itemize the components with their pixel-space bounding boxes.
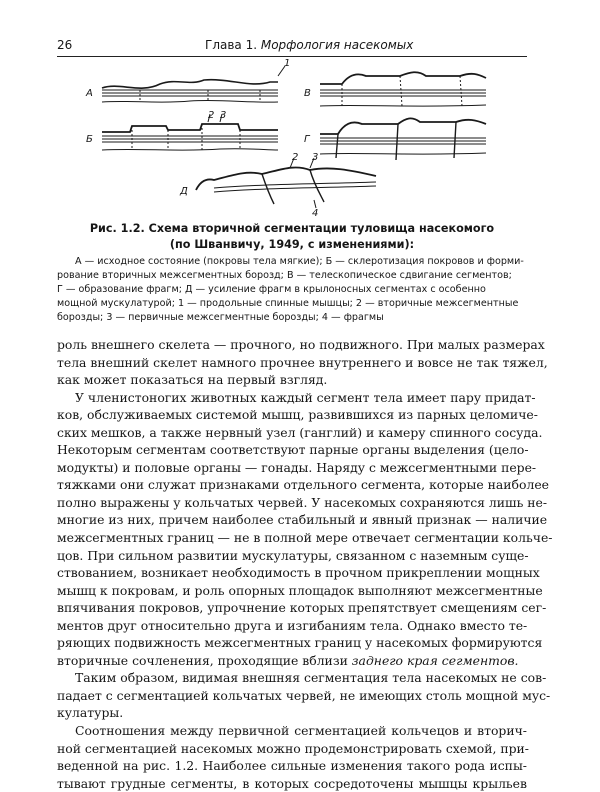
body-text bbox=[57, 336, 553, 792]
text-line: ряющих подвижность межсегментных границ у насекомых формируются bbox=[57, 635, 543, 651]
figure-panel-g bbox=[320, 118, 486, 160]
label-a: А bbox=[86, 88, 93, 99]
text-line: полно выражены у кольчатых червей. У насекомых сохраняются лишь не- bbox=[57, 494, 548, 510]
text-line: как может показаться на первый взгляд. bbox=[57, 372, 328, 388]
figure-panel-b bbox=[102, 114, 278, 150]
legend-line: борозды; 3 — первичные межсегментные борозды; 4 — фрагмы bbox=[57, 312, 384, 323]
legend-line: А — исходное состояние (покровы тела мягкие); Б — склеротизация покровов и форми- bbox=[75, 256, 524, 267]
figure-panel-a bbox=[102, 66, 285, 102]
text-line: тывают грудные сегменты, в которых сосредоточены мышцы крыльев bbox=[57, 775, 527, 791]
legend-line: мощной мускулатурой; 1 — продольные спинные мышцы; 2 — вторичные межсегментные bbox=[57, 298, 519, 309]
running-header bbox=[57, 38, 527, 56]
text-line: модукты) и половые органы — гонады. Наряду с межсегментными пере- bbox=[57, 459, 537, 475]
page-number: 26 bbox=[57, 38, 73, 52]
text-segment: вторичные сочленения, проходящие вблизи bbox=[57, 652, 348, 668]
text-line: ментов друг относительно друга и изгибаниям тела. Однако вместо те- bbox=[57, 617, 528, 633]
label-2-d: 2 bbox=[292, 152, 299, 163]
label-2-b: 2 bbox=[208, 110, 215, 121]
header-rule bbox=[57, 56, 527, 57]
text-line bbox=[57, 652, 527, 670]
text-line: впячивания покровов, упрочнение которых препятствует смещениям сег- bbox=[57, 600, 547, 616]
caption-line: (по Шванвичу, 1949, с изменениями): bbox=[169, 238, 415, 251]
label-1: 1 bbox=[284, 58, 291, 69]
chapter-title: Морфология насекомых bbox=[260, 38, 414, 52]
label-v: В bbox=[304, 88, 311, 99]
text-line: мышц к покровам, и роль опорных площадок выполняют межсегментные bbox=[57, 582, 543, 598]
text-line: Таким образом, видимая внешняя сегментация тела насекомых не сов- bbox=[75, 670, 547, 686]
text-line: ной сегментацией насекомых можно продемонстрировать схемой, при- bbox=[57, 740, 529, 756]
label-b: Б bbox=[86, 134, 93, 145]
figure-panel-d bbox=[196, 158, 376, 208]
segmentation-figure bbox=[80, 58, 500, 218]
figure-panel-v bbox=[320, 72, 486, 106]
text-line: тела внешний скелет намного прочнее внутреннего и вовсе не так тяжел, bbox=[57, 354, 548, 370]
emphasis-text: заднего края сегментов. bbox=[351, 652, 519, 668]
text-line: тяжками они служат признаками отдельного сегмента, которые наиболее bbox=[57, 477, 550, 493]
text-line: многие из них, причем наиболее стабильный и явный признак — наличие bbox=[57, 512, 548, 528]
chapter-number: Глава 1. bbox=[205, 38, 258, 52]
text-line: Некоторым сегментам соответствуют парные органы выделения (цело- bbox=[57, 442, 529, 458]
text-line: ствованием, возникает необходимость в прочном прикреплении мощных bbox=[57, 565, 540, 581]
text-line: роль внешнего скелета — прочного, но подвижного. При малых размерах bbox=[57, 337, 545, 352]
text-line: межсегментных границ — не в полной мере отвечает сегментации кольче- bbox=[57, 530, 553, 546]
label-4: 4 bbox=[312, 208, 319, 218]
text-line: кулатуры. bbox=[57, 705, 124, 721]
chapter-heading bbox=[205, 38, 413, 52]
text-line: веденной на рис. 1.2. Наиболее сильные изменения такого рода испы- bbox=[57, 758, 527, 774]
legend-line: Г — образование фрагм; Д — усиление фрагм в крылоносных сегментах с особенно bbox=[57, 284, 486, 295]
text-line: ских мешков, а также нервный узел (ганглий) и камеру спинного сосуда. bbox=[57, 424, 543, 440]
caption-line: Рис. 1.2. Схема вторичной сегментации туловища насекомого bbox=[89, 222, 495, 235]
legend-line: рование вторичных межсегментных борозд; В — телескопическое сдвигание сегментов; bbox=[57, 270, 512, 281]
text-line: цов. При сильном развитии мускулатуры, связанном с наземным суще- bbox=[57, 547, 529, 563]
label-3-b: 3 bbox=[220, 110, 227, 121]
text-line: У членистоногих животных каждый сегмент тела имеет пару придат- bbox=[75, 389, 536, 405]
text-line: падает с сегментацией кольчатых червей, не имеющих столь мощной мус- bbox=[57, 687, 551, 703]
figure-legend bbox=[57, 255, 527, 325]
label-3-d: 3 bbox=[312, 152, 319, 163]
text-line: Соотношения между первичной сегментацией кольчецов и вторич- bbox=[75, 723, 527, 739]
figure-caption bbox=[57, 221, 527, 253]
label-d: Д bbox=[180, 186, 188, 197]
text-line: ков, обслуживаемых системой мышц, развившихся из парных целомиче- bbox=[57, 407, 538, 423]
label-g: Г bbox=[304, 134, 310, 145]
